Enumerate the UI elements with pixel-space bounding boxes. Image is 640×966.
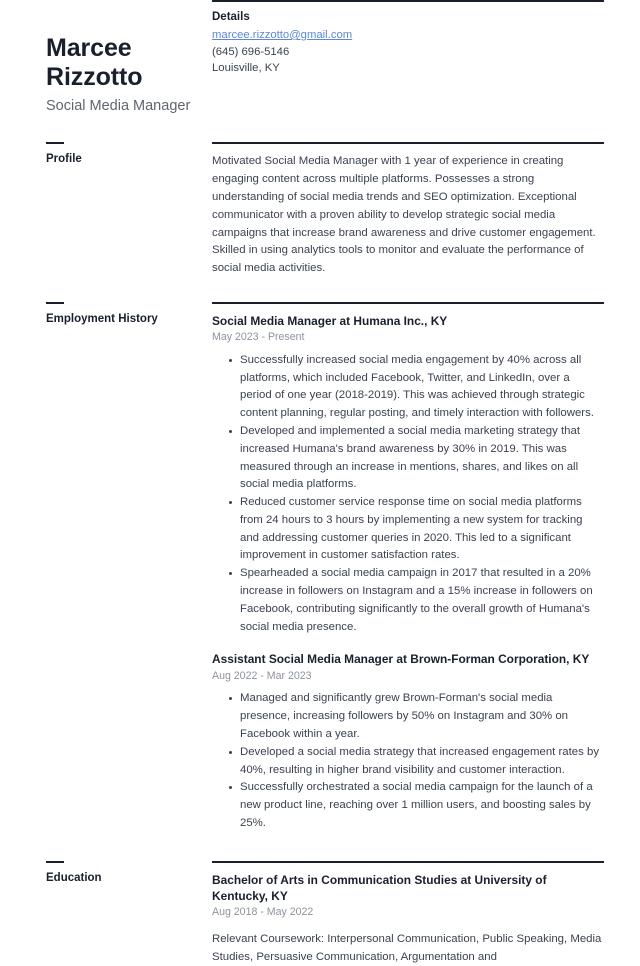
employment-entry <box>212 651 604 832</box>
details-divider-rule <box>212 0 604 2</box>
candidate-job-title: Social Media Manager <box>46 98 191 114</box>
spacer-employment <box>0 278 640 302</box>
list-item: Reduced customer service response time on social media platforms from 24 hours to 3 hours by implementing a new system for tracking and addressing customer queries in 2020. This led to a significant improvement in customer satisfaction rates. <box>229 494 604 565</box>
profile-divider-rule <box>212 142 604 144</box>
employment-entry-title: Assistant Social Media Manager at Brown-Forman Corporation, KY <box>212 652 590 667</box>
employment-entry <box>212 313 604 637</box>
header-name-block <box>0 0 212 115</box>
profile-content <box>212 142 640 277</box>
list-item: Developed and implemented a social media marketing strategy that increased Humana's brand awareness by 30% in 2019. This was measured through an increase in mentions, shares, and likes on all social media platforms. <box>229 423 604 494</box>
list-item: Developed a social media strategy that increased engagement rates by 40%, resulting in higher brand visibility and customer interaction. <box>229 744 604 780</box>
education-content <box>212 861 640 966</box>
spacer-profile <box>0 115 640 142</box>
phone-text: (645) 696-5146 <box>212 45 290 58</box>
education-entry <box>212 872 604 966</box>
list-item: Managed and significantly grew Brown-Forman's social media presence, increasing followers by 50% on Instagram and 30% on Facebook within a year. <box>229 690 604 743</box>
list-item: Successfully increased social media engagement by 40% across all platforms, which included Facebook, Twitter, and LinkedIn, over a period of one year (2018-2019). This was achieved through strategic content planning, regular posting, and timely interaction with followers. <box>229 352 604 423</box>
candidate-name <box>46 0 200 92</box>
employment-entry-bullets <box>212 352 604 637</box>
location-text: Louisville, KY <box>212 62 280 75</box>
spacer-education <box>0 833 640 861</box>
profile-paragraph: Motivated Social Media Manager with 1 year of experience in creating engaging content across multiple platforms. Possesses a strong understanding of social media trends and SEO optimization. Exceptional communicator with a proven ability to develop strategic social media campaigns that increase brand awareness and drive customer engagement. Skilled in using analytics tools to monitor and evaluate the performance of social media activities. <box>212 155 596 275</box>
employment-entry-date: May 2023 - Present <box>212 331 305 344</box>
education-coursework-note: Relevant Coursework: Interpersonal Communication, Public Speaking, Media Studies, Persuasive Communication, Argumentation and <box>212 932 602 963</box>
candidate-last-name: Rizzotto <box>46 63 143 91</box>
sidebar-label-employment-history: Employment History <box>46 312 158 325</box>
employment-entry-bullets <box>212 690 604 832</box>
profile-label-block <box>0 142 212 166</box>
employment-divider-rule <box>212 302 604 304</box>
education-label-rule <box>46 861 64 863</box>
employment-content <box>212 302 640 833</box>
profile-label-rule <box>46 142 64 144</box>
sidebar-label-profile: Profile <box>46 153 82 166</box>
education-entry-title: Bachelor of Arts in Communication Studies at University of Kentucky, KY <box>212 872 547 903</box>
details-block <box>212 0 640 77</box>
employment-entry-title: Social Media Manager at Humana Inc., KY <box>212 313 448 328</box>
employment-label-rule <box>46 302 64 304</box>
education-label-block <box>0 861 212 885</box>
employment-section <box>0 302 640 833</box>
details-heading: Details <box>212 11 250 23</box>
list-item: Spearheaded a social media campaign in 2017 that resulted in a 20% increase in followers on Instagram and a 15% increase in followers on Facebook, contributing significantly to the overall growth of Humana's social media presence. <box>229 565 604 636</box>
employment-label-block <box>0 302 212 326</box>
candidate-first-name: Marcee <box>46 34 132 62</box>
list-item: Successfully orchestrated a social media campaign for the launch of a new product line, reaching over 1 million users, and boosting sales by 25%. <box>229 779 604 832</box>
sidebar-label-education: Education <box>46 871 102 884</box>
education-divider-rule <box>212 861 604 863</box>
email-link[interactable]: marcee.rizzotto@gmail.com <box>212 29 353 41</box>
education-entry-date: Aug 2018 - May 2022 <box>212 906 314 919</box>
header-section <box>0 0 640 115</box>
education-section <box>0 861 640 966</box>
employment-entry-date: Aug 2022 - Mar 2023 <box>212 669 312 682</box>
profile-section <box>0 142 640 277</box>
